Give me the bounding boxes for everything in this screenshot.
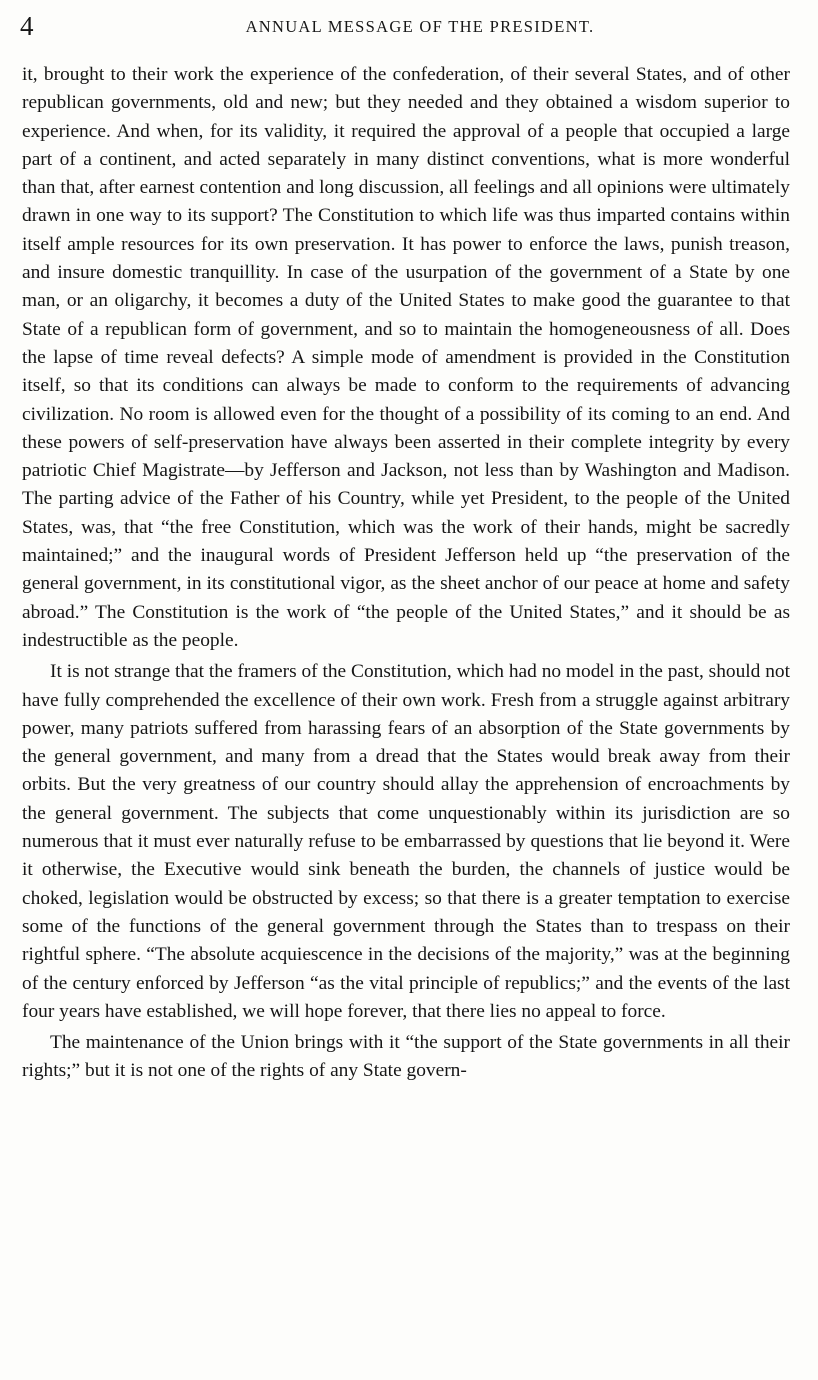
body-text bbox=[22, 61, 790, 1086]
page-header bbox=[20, 10, 792, 42]
paragraph: The maintenance of the Union brings with it “the support of the State governments in all their rights;” but it is not one of the rights of any State govern- bbox=[22, 1032, 790, 1082]
paragraph-continued: it, brought to their work the experience of the confederation, of their several States, and of other republican governments, old and new; but they needed and they obtained a wisdom superior to experience. And when, for its validity, it required the approval of a people that occupied a large part of a continent, and acted separately in many distinct conventions, what is more wonderful than that, after earnest contention and long discussion, all feelings and all opinions were ultimately drawn in one way to its support? The Constitution to which life was thus imparted contains within itself ample resources for its own preservation. It has power to enforce the laws, punish treason, and insure domestic tranquillity. In case of the usurpation of the government of a State by one man, or an oligarchy, it becomes a duty of the United States to make good the guarantee to that State of a republican form of government, and so to maintain the homogeneousness of all. Does the lapse of time reveal defects? A simple mode of amendment is provided in the Constitution itself, so that its conditions can always be made to conform to the requirements of advancing civilization. No room is allowed even for the thought of a possibility of its coming to an end. And these powers of self-preservation have always been asserted in their complete integrity by every patriotic Chief Magistrate—by Jefferson and Jackson, not less than by Washington and Madison. The parting advice of the Father of his Country, while yet President, to the people of the United States, was, that “the free Constitution, which was the work of their hands, might be sacredly maintained;” and the inaugural words of President Jefferson held up “the preservation of the general government, in its constitutional vigor, as the sheet anchor of our peace at home and safety abroad.” The Constitution is the work of “the people of the United States,” and it should be as indestructible as the people. bbox=[22, 64, 790, 651]
running-head: ANNUAL MESSAGE OF THE PRESIDENT. bbox=[245, 17, 595, 36]
paragraph: It is not strange that the framers of the Constitution, which had no model in the past, should not have fully comprehended the excellence of their own work. Fresh from a struggle against arbitrary power, many patriots suffered from harassing fears of an absorption of the State governments by the general government, and many from a dread that the States would break away from their orbits. But the very greatness of our country should allay the apprehension of encroachments by the general government. The subjects that come unquestionably within its jurisdiction are so numerous that it must ever naturally refuse to be embarrassed by questions that lie beyond it. Were it otherwise, the Executive would sink beneath the burden, the channels of justice would be choked, legislation would be obstructed by excess; so that there is a greater temptation to exercise some of the functions of the general government through the States than to trespass on their rightful sphere. “The absolute acquiescence in the decisions of the majority,” was at the beginning of the century enforced by Jefferson “as the vital principle of republics;” and the events of the last four years have established, we will hope forever, that there lies no appeal to force. bbox=[22, 661, 790, 1022]
page-number: 4 bbox=[20, 11, 34, 41]
